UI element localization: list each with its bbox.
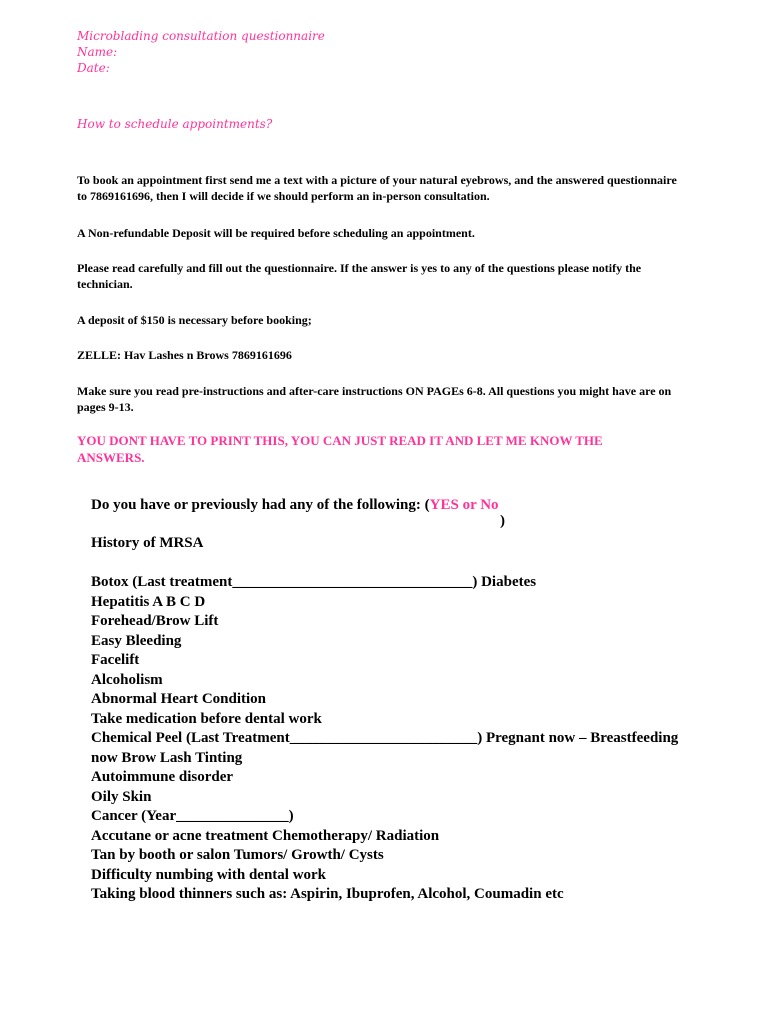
- deposit-policy: A Non-refundable Deposit will be required before scheduling an appointment.: [77, 226, 475, 240]
- conditions-list: [91, 573, 678, 905]
- prompt-text: Do you have or previously had any of the following: (: [91, 497, 430, 513]
- read-carefully-note: Please read carefully and fill out the questionnaire. If the answer is yes to any of the questions please notify the technician.: [77, 261, 642, 291]
- condition-item: Chemical Peel (Last Treatment_________________________) Pregnant now – Breastfeeding: [91, 730, 679, 746]
- condition-item: Facelift: [91, 652, 140, 668]
- condition-item: Oily Skin: [91, 788, 152, 805]
- condition-item: Taking blood thinners such as: Aspirin, Ibuprofen, Alcohol, Coumadin etc: [91, 886, 564, 902]
- condition-item: Easy Bleeding: [91, 632, 182, 649]
- condition-item: Hepatitis A B C D: [91, 593, 206, 610]
- name-label: Name:: [77, 45, 118, 59]
- mrsa-question: History of MRSA: [91, 535, 204, 551]
- condition-item: Accutane or acne treatment Chemotherapy/ Radiation: [91, 827, 440, 844]
- prompt-close-paren: ): [500, 513, 505, 529]
- prompt-options: YES or No: [429, 497, 499, 513]
- condition-item: Abnormal Heart Condition: [91, 691, 267, 707]
- schedule-heading: How to schedule appointments?: [77, 117, 273, 131]
- condition-item: Alcoholism: [91, 671, 163, 688]
- condition-item: Autoimmune disorder: [91, 769, 234, 785]
- print-note: YOU DONT HAVE TO PRINT THIS, YOU CAN JUST READ IT AND LET ME KNOW THE ANSWERS.: [77, 433, 603, 465]
- questionnaire-prompt: [91, 497, 499, 514]
- deposit-amount: A deposit of $150 is necessary before booking;: [77, 313, 312, 327]
- condition-item: now Brow Lash Tinting: [91, 749, 243, 766]
- zelle-info: ZELLE: Hav Lashes n Brows 7869161696: [77, 348, 292, 362]
- booking-instructions: To book an appointment first send me a text with a picture of your natural eyebrows, and the answered questionnaire to 7869161696, then I will decide if we should perform an in-person consultation.: [77, 173, 677, 203]
- date-label: Date:: [77, 61, 110, 75]
- condition-item: Cancer (Year_______________): [91, 808, 294, 824]
- document-title: Microblading consultation questionnaire: [77, 29, 325, 43]
- condition-item: Take medication before dental work: [91, 710, 322, 727]
- condition-item: Forehead/Brow Lift: [91, 613, 219, 629]
- condition-item: Tan by booth or salon Tumors/ Growth/ Cysts: [91, 847, 384, 863]
- condition-item: Botox (Last treatment________________________________) Diabetes: [91, 574, 537, 590]
- pages-note: Make sure you read pre-instructions and after-care instructions ON PAGEs 6-8. All questions you might have are on pages 9-13.: [77, 384, 672, 414]
- condition-item: Difficulty numbing with dental work: [91, 866, 327, 883]
